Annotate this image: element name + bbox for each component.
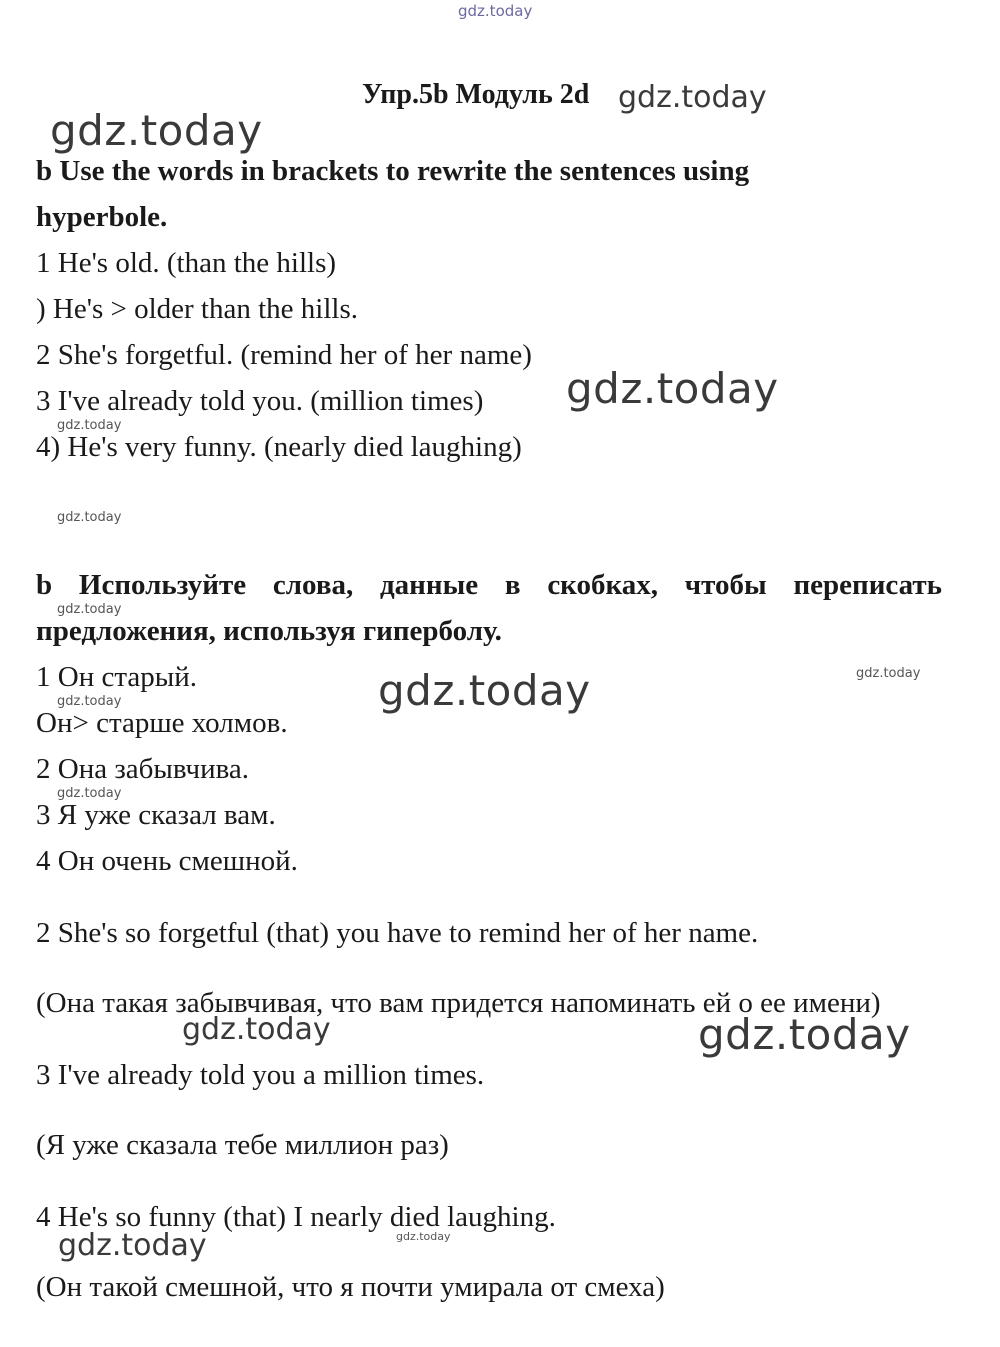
watermark-large-1: gdz.today (50, 106, 263, 155)
answer-4-russian: (Он такой смешной, что я почти умирала от смеха) (36, 1271, 665, 1303)
watermark-small-7: gdz.today (396, 1230, 451, 1243)
russian-line-2: Он> старше холмов. (36, 707, 288, 739)
russian-line-1: 1 Он старый. (36, 661, 197, 693)
russian-line-5: 4 Он очень смешной. (36, 845, 298, 877)
watermark-large-3: gdz.today (378, 666, 591, 715)
watermark-large-2: gdz.today (566, 364, 779, 413)
answer-2-russian: (Она такая забывчивая, что вам придется напоминать ей о ее имени) (36, 987, 881, 1019)
english-line-2: ) He's > older than the hills. (36, 293, 358, 325)
answer-2-english: 2 She's so forgetful (that) you have to remind her of her name. (36, 917, 759, 949)
watermark-large-4: gdz.today (698, 1010, 911, 1059)
english-line-4: 3 I've already told you. (million times) (36, 385, 484, 417)
russian-instruction-line1: b Используйте слова, данные в скобках, чтобы переписать (36, 569, 942, 601)
russian-line-4: 3 Я уже сказал вам. (36, 799, 276, 831)
page-title: Упр.5b Модуль 2d (362, 79, 590, 110)
watermark-mid-2: gdz.today (58, 1228, 207, 1263)
watermark-small-2: gdz.today (57, 510, 122, 525)
russian-line-3: 2 Она забывчива. (36, 753, 250, 785)
watermark-small-1: gdz.today (57, 418, 122, 433)
watermark-title: gdz.today (618, 80, 767, 115)
russian-instruction-line2: предложения, используя гиперболу. (36, 615, 502, 647)
english-instruction-line2: hyperbole. (36, 201, 168, 233)
answer-3-english: 3 I've already told you a million times. (36, 1059, 485, 1091)
english-line-5: 4) He's very funny. (nearly died laughing) (36, 431, 522, 463)
answer-3-russian: (Я уже сказала тебе миллион раз) (36, 1129, 449, 1161)
watermark-mid-1: gdz.today (182, 1012, 331, 1047)
english-line-3: 2 She's forgetful. (remind her of her name) (36, 339, 532, 371)
watermark-small-6: gdz.today (57, 786, 122, 801)
watermark-top: gdz.today (458, 2, 533, 20)
watermark-small-3: gdz.today (57, 602, 122, 617)
watermark-small-4: gdz.today (856, 666, 921, 681)
english-line-1: 1 He's old. (than the hills) (36, 247, 337, 279)
answer-4-english: 4 He's so funny (that) I nearly died laughing. (36, 1201, 556, 1233)
english-instruction-line1: b Use the words in brackets to rewrite the sentences using (36, 155, 750, 187)
watermark-small-5: gdz.today (57, 694, 122, 709)
